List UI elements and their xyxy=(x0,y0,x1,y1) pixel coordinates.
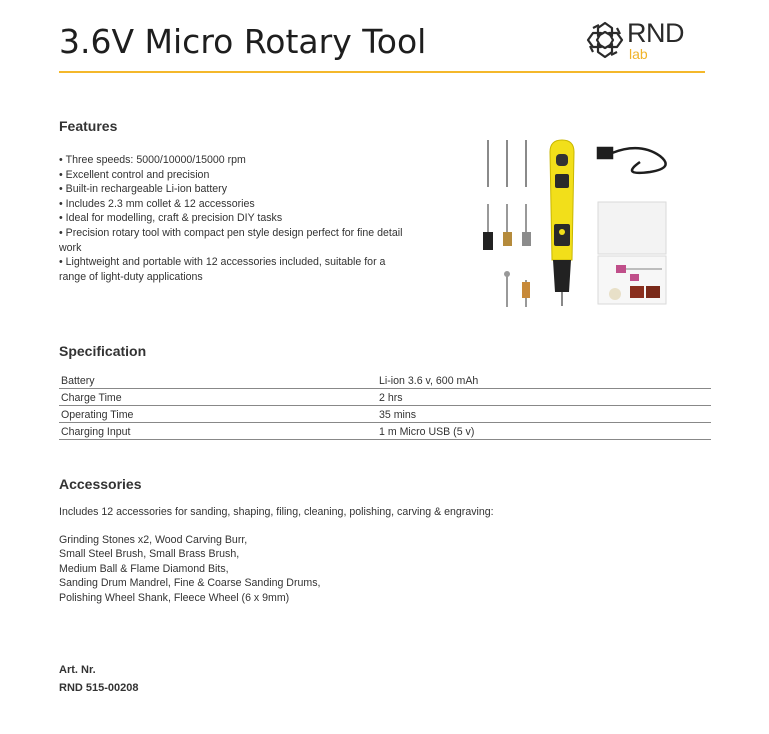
logo-knot-icon xyxy=(585,20,625,60)
spec-value: 1 m Micro USB (5 v) xyxy=(377,423,711,440)
spec-value: 35 mins xyxy=(377,406,711,423)
accessory-case xyxy=(598,202,666,304)
spec-label: Battery xyxy=(59,372,377,389)
specification-heading: Specification xyxy=(59,343,147,359)
logo-subtext: lab xyxy=(629,46,648,62)
feature-item: • Built-in rechargeable Li-ion battery xyxy=(59,182,404,197)
article-number: RND 515-00208 xyxy=(59,682,139,694)
bit-set-long xyxy=(488,140,526,187)
specification-table xyxy=(59,372,711,440)
feature-item: • Lightweight and portable with 12 accessories included, suitable for a range of light-duty applications xyxy=(59,255,404,284)
feature-item: • Includes 2.3 mm collet & 12 accessories xyxy=(59,197,404,212)
header-divider xyxy=(59,71,705,73)
table-row xyxy=(59,372,711,389)
rotary-tool xyxy=(550,140,574,306)
product-image xyxy=(470,132,710,312)
list-item: Medium Ball & Flame Diamond Bits, xyxy=(59,562,229,575)
spec-value: Li-ion 3.6 v, 600 mAh xyxy=(377,372,711,389)
table-row xyxy=(59,389,711,406)
list-item: Sanding Drum Mandrel, Fine & Coarse Sanding Drums, xyxy=(59,577,321,590)
list-item: Polishing Wheel Shank, Fleece Wheel (6 x 9mm) xyxy=(59,591,290,604)
bit-set-small xyxy=(504,271,530,307)
spec-value: 2 hrs xyxy=(377,389,711,406)
table-row xyxy=(59,423,711,440)
page-title: 3.6V Micro Rotary Tool xyxy=(59,22,427,61)
features-list xyxy=(59,153,404,284)
article-number-label: Art. Nr. xyxy=(59,664,96,676)
list-item: Grinding Stones x2, Wood Carving Burr, xyxy=(59,534,248,546)
feature-item: • Precision rotary tool with compact pen style design perfect for fine detail work xyxy=(59,226,404,255)
accessories-heading: Accessories xyxy=(59,476,142,492)
feature-item: • Excellent control and precision xyxy=(59,168,404,183)
spec-label: Operating Time xyxy=(59,406,377,423)
features-heading: Features xyxy=(59,118,118,134)
spec-label: Charge Time xyxy=(59,389,377,406)
feature-item: • Ideal for modelling, craft & precision DIY tasks xyxy=(59,211,404,226)
brand-logo xyxy=(585,16,710,66)
accessories-list xyxy=(59,533,320,605)
accessories-intro: Includes 12 accessories for sanding, shaping, filing, cleaning, polishing, carving & engraving: xyxy=(59,506,494,518)
usb-cable xyxy=(598,148,666,173)
list-item: Small Steel Brush, Small Brass Brush, xyxy=(59,548,240,561)
feature-item: • Three speeds: 5000/10000/15000 rpm xyxy=(59,153,404,168)
bit-set-brushes xyxy=(483,204,531,250)
table-row xyxy=(59,406,711,423)
spec-label: Charging Input xyxy=(59,423,377,440)
logo-text: RND xyxy=(627,18,684,48)
